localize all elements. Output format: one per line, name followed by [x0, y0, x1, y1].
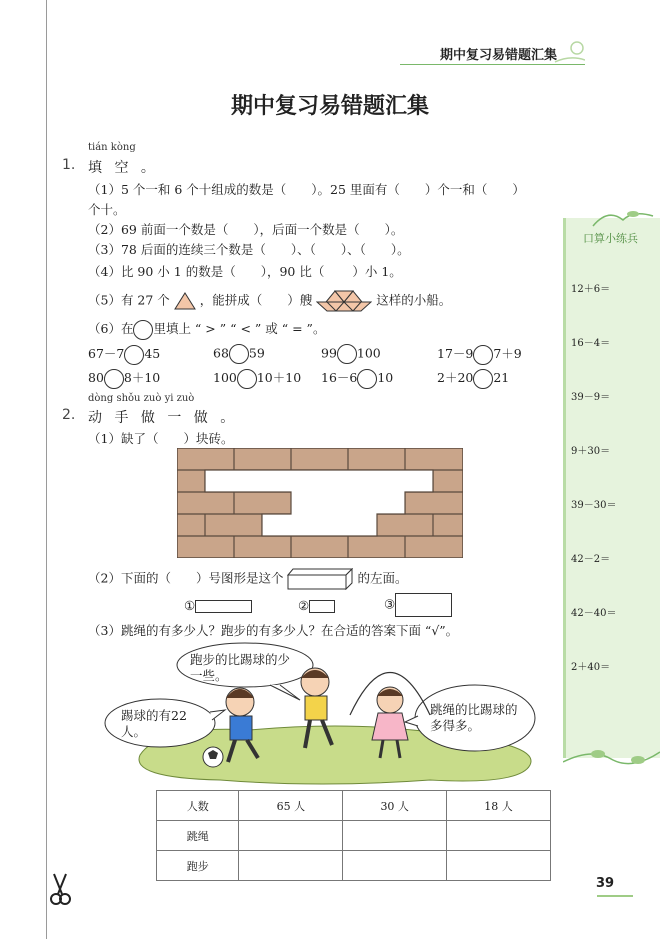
table-header-cell: 18 人 [447, 791, 551, 821]
q1-line5-text-b: ，能拼成（ ）艘 [199, 292, 313, 308]
option-3-shape [395, 593, 452, 617]
q1-line4-text-a: （4）比 90 小 1 的数是（ ），90 比（ [88, 264, 325, 279]
brick-wall-figure [177, 448, 463, 558]
cuboid-icon [287, 568, 353, 590]
page-title: 期中复习易错题汇集 [230, 94, 429, 119]
compare-item-1: 67－7 45 [88, 344, 160, 365]
q1-pinyin: tián kòng [88, 142, 136, 153]
q1-line1b: 个十。 [88, 202, 126, 217]
q2-part2-text-a: （2）下面的（ ）号图形是这个 [88, 570, 284, 586]
margin-line [46, 0, 47, 939]
answer-cell[interactable] [343, 821, 447, 851]
q2-part1: （1）缺了（ ）块砖。 [88, 431, 234, 446]
answer-cell[interactable] [239, 851, 343, 881]
sidebar-item: 16－4＝ [571, 338, 611, 349]
q1-number: 1. [62, 157, 76, 173]
boat-icon [316, 290, 372, 312]
vine-decoration-icon [563, 742, 660, 770]
table-row-label: 跳绳 [157, 821, 239, 851]
sidebar-item: 42－2＝ [571, 554, 611, 565]
compare-item-4: 17－9 7＋9 [437, 344, 522, 365]
sidebar-item: 42－40＝ [571, 608, 617, 619]
q1-line6-text-b: 里填上 “ > ” “ < ” 或 “ = ”。 [153, 321, 326, 336]
q2-number: 2. [62, 407, 76, 423]
q2-pinyin: dòng shǒu zuò yi zuò [88, 393, 195, 404]
option-2-shape [309, 600, 335, 613]
answer-cell[interactable] [447, 821, 551, 851]
option-3[interactable]: ③ [384, 593, 452, 617]
table-header-row [157, 791, 551, 821]
q1-line5 [88, 290, 451, 312]
header-title: 期中复习易错题汇集 [440, 48, 558, 63]
answer-cell[interactable] [239, 821, 343, 851]
page-number-underline [597, 895, 633, 897]
compare-item-6: 100 10＋10 [213, 368, 301, 389]
sidebar-item: 2＋40＝ [571, 662, 611, 673]
q2-part2 [88, 568, 407, 590]
speech-bubble-jumprope: 跳绳的比踢球的多得多。 [430, 702, 518, 733]
q1-line4-text-b: ）小 1。 [352, 264, 402, 279]
q1-line5-text-a: （5）有 27 个 [88, 292, 170, 308]
answer-circle[interactable] [124, 345, 144, 365]
q2-part2-text-b: 的左面。 [357, 570, 408, 586]
compare-item-5: 80 8＋10 [88, 368, 160, 389]
leaf-decoration-icon [563, 208, 660, 228]
header-rule [400, 64, 585, 65]
answer-cell[interactable] [343, 851, 447, 881]
answer-cell[interactable] [447, 851, 551, 881]
table-header-cell: 65 人 [239, 791, 343, 821]
sidebar-title: 口算小练兵 [583, 232, 638, 245]
table-row-label: 跑步 [157, 851, 239, 881]
compare-item-8: 2＋20 21 [437, 368, 509, 389]
option-1[interactable]: ① [184, 598, 252, 613]
triangle-icon [174, 292, 196, 310]
answer-circle[interactable] [473, 345, 493, 365]
answer-circle[interactable] [473, 369, 493, 389]
q2-part3: （3）跳绳的有多少人？跑步的有多少人？在合适的答案下面 “√”。 [88, 623, 459, 638]
scissors-icon [48, 872, 72, 906]
compare-item-2: 68 59 [213, 344, 265, 364]
q1-line3: （3）78 后面的连续三个数是（ ）、（ ）、（ ）。 [88, 242, 410, 257]
sidebar-panel [563, 218, 660, 758]
table-header-cell: 人数 [157, 791, 239, 821]
answer-circle[interactable] [104, 369, 124, 389]
table-header-cell: 30 人 [343, 791, 447, 821]
q1-heading: 填 空 。 [88, 160, 159, 176]
table-row [157, 821, 551, 851]
sidebar-item: 39－30＝ [571, 500, 617, 511]
answer-circle[interactable] [229, 344, 249, 364]
q2-heading: 动 手 做 一 做 。 [88, 410, 239, 426]
q1-line5-text-c: 这样的小船。 [376, 292, 452, 308]
option-1-shape [195, 600, 252, 613]
answer-circle[interactable] [133, 320, 153, 340]
q1-line1: （1）5 个一和 6 个十组成的数是（ ）。25 里面有（ ）个一和（ ） [88, 182, 525, 197]
sidebar-item: 39－9＝ [571, 392, 611, 403]
page-number: 39 [596, 876, 615, 891]
compare-item-3: 99 100 [321, 344, 381, 364]
q1-line4 [88, 262, 402, 280]
answer-table [156, 790, 551, 881]
speech-bubble-running: 跑步的比踢球的少一些。 [190, 652, 291, 683]
speech-bubble-soccer: 踢球的有22人。 [121, 708, 187, 739]
q1-line2: （2）69 前面一个数是（ ），后面一个数是（ ）。 [88, 222, 404, 237]
answer-circle[interactable] [357, 369, 377, 389]
sidebar-item: 9＋30＝ [571, 446, 611, 457]
table-row [157, 851, 551, 881]
q1-line6-text-a: （6）在 [88, 321, 134, 336]
q1-line6 [88, 319, 325, 340]
sidebar-item: 12＋6＝ [571, 284, 611, 295]
compare-item-7: 16－6 10 [321, 368, 393, 389]
answer-circle[interactable] [337, 344, 357, 364]
answer-circle[interactable] [237, 369, 257, 389]
option-2[interactable]: ② [298, 598, 335, 613]
